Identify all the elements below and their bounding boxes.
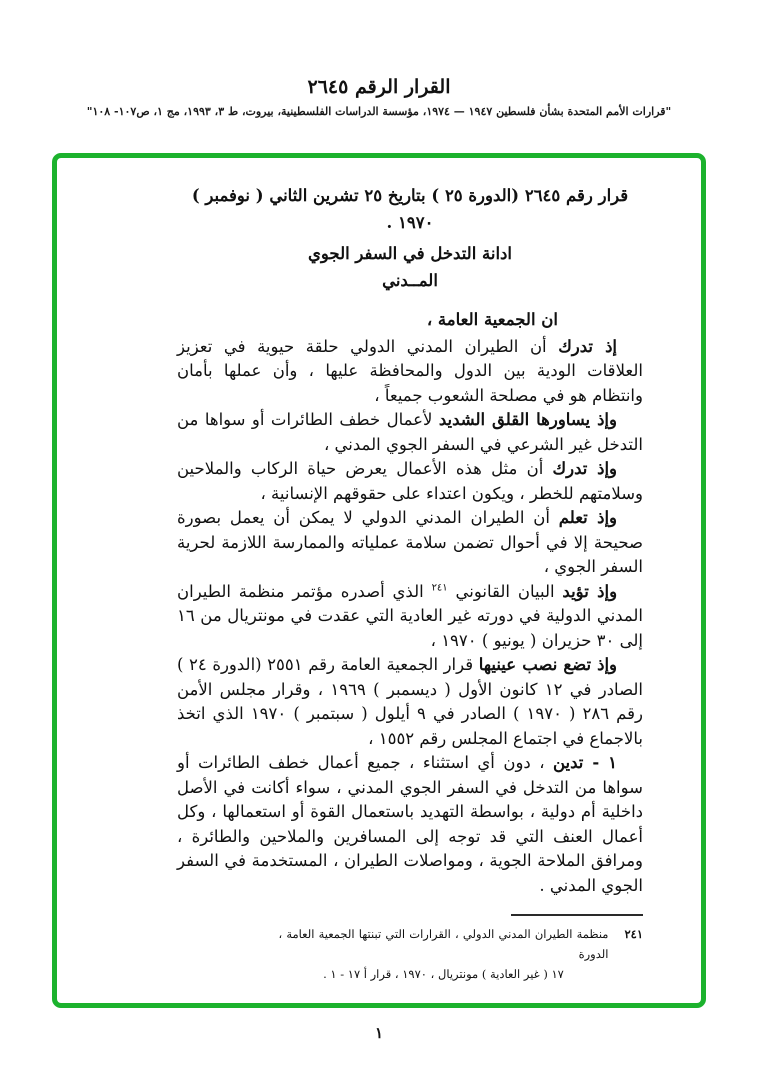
paragraph-lead: وإذ تضع نصب عينيها (478, 655, 618, 674)
paragraph-text: أن الطيران المدني الدولي لا يمكن أن يعمل بصورة صحيحة إلا في أحوال تضمن سلامة عملياته والممارسة اللازمة لحرية السفر الجوي ، (177, 508, 643, 576)
paragraph-lead: وإذ تعلم (558, 508, 618, 527)
footnote-text (278, 924, 608, 984)
document-header (0, 76, 758, 118)
body-paragraph (177, 408, 643, 457)
footnote-line2: ١٧ ( غير العادية ) مونتريال ، ١٩٧٠ ، قرار أ ١٧ - ١ . (323, 967, 564, 981)
resolution-subject (177, 240, 643, 294)
footnote-number: ٢٤١ (624, 927, 643, 941)
body-paragraph (177, 335, 643, 409)
resolution-heading-line1: قرار رقم ٢٦٤٥ (الدورة ٢٥ ) بتاريخ ٢٥ تشرين الثاني ( نوفمبر ) (191, 186, 629, 205)
paragraph-lead: وإذ تدرك (552, 459, 617, 478)
resolution-subject-line1: ادانة التدخل في السفر الجوي (307, 244, 512, 263)
resolution-heading (177, 182, 643, 236)
body-paragraph (177, 580, 643, 654)
page-title: القرار الرقم ٢٦٤٥ (307, 76, 451, 98)
paragraph-lead: إذ تدرك (558, 336, 618, 356)
body-paragraph (177, 653, 643, 751)
body-paragraph (177, 751, 643, 898)
footnote-line1: منظمة الطيران المدني الدولي ، القرارات التي تبنتها الجمعية العامة ، الدورة (278, 927, 609, 961)
resolution-body (57, 158, 701, 1003)
paragraph-text: لأعمال خطف الطائرات أو سواها من التدخل غير الشرعي في السفر الجوي المدني ، (177, 410, 643, 454)
resolution-subject-line2: المــدني (382, 271, 438, 290)
body-paragraph (177, 457, 643, 506)
footnote-separator (511, 914, 643, 916)
paragraph-text: قرار الجمعية العامة رقم ٢٥٥١ (الدورة ٢٤ ) الصادر في ١٢ كانون الأول ( ديسمبر ) ١٩٦٩ ، وقرار مجلس الأمن رقم ٢٨٦ ( ١٩٧٠ ) الصادر في ٩ أيلول ( سبتمبر ) ١٩٧٠ الذي اتخذ بالاجماع في اجتماع المجلس رقم ١٥٥٢ ، (177, 655, 643, 748)
paragraph-lead: ١ - تدين (552, 753, 617, 772)
footnote (177, 924, 643, 984)
document-frame (52, 153, 706, 1008)
paragraph-text: أن مثل هذه الأعمال يعرض حياة الركاب والملاحين وسلامتهم للخطر ، ويكون اعتداء على حقوقهم الإنسانية ، (177, 459, 643, 503)
resolution-heading-line2: ١٩٧٠ . (386, 213, 434, 232)
body-paragraph (177, 506, 643, 580)
page-number: ١ (374, 1024, 384, 1042)
paragraph-text: البيان القانوني (455, 581, 555, 601)
paragraph-text: ، دون أي استثناء ، جميع أعمال خطف الطائرات أو سواها من التدخل في السفر الجوي المدني ، سواء أكانت في الأصل داخلية أم دولية ، بواسطة التهديد باستعمال القوة أو استعمالها ، وكل أعمال العنف التي قد توجه إلى المسافرين والملاحين والطائرة ، ومرافق الملاحة الجوية ، ومواصلات الطيران ، المستخدمة في السفر الجوي المدني . (177, 753, 643, 895)
paragraph-text: الذي أصدره مؤتمر منظمة الطيران المدني الدولية في دورته غير العادية التي عقدت في مونتريال من ١٦ إلى ٣٠ حزيران ( يونيو ) ١٩٧٠ ، (177, 581, 643, 650)
paragraph-lead: وإذ يساورها القلق الشديد (438, 410, 617, 429)
opening-line: ان الجمعية العامة ، (426, 310, 558, 329)
paragraph-lead: وإذ تؤيد (562, 581, 618, 601)
footnote-ref: ٢٤١ (431, 582, 448, 593)
paragraph-text: أن الطيران المدني الدولي حلقة حيوية في تعزيز العلاقات الودية بين الدول والمحافظة عليها ، وأن عملها بأمان وانتظام هو في مصلحة الشعوب جميعاً ، (177, 336, 643, 405)
source-citation: "قرارات الأمم المتحدة بشأن فلسطين ١٩٤٧ — ١٩٧٤، مؤسسة الدراسات الفلسطينية، بيروت، ط ٣، ١٩٩٣، مج ١، ص١٠٧- ١٠٨" (86, 105, 672, 118)
